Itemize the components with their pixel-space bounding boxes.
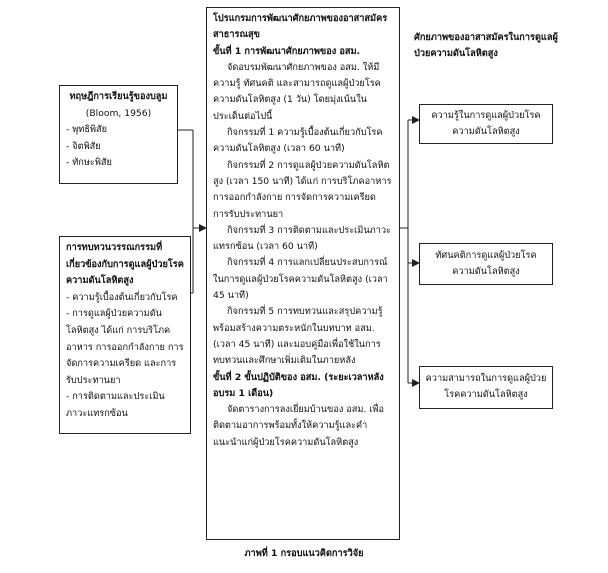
list-item: - การติดตามและประเมินภาวะแทรกซ้อน — [66, 391, 165, 419]
program-activity-5: กิจกรรมที่ 5 การทบทวนและสรุปความรู้พร้อมสร้างความตระหนักในบทบาท อสม. (เวลา 45 นาที) และมอบคู่มือเพื่อใช้ในการทบทวนและศึกษาเพิ่มเติมในภายหลัง — [213, 306, 383, 367]
theory-title: ทฤษฎีการเรียนรู้ของบลูม — [69, 91, 168, 102]
figure-caption — [0, 547, 608, 561]
program-activity-1: กิจกรรมที่ 1 ความรู้เบื้องต้นเกี่ยวกับโรคความดันโลหิตสูง (เวลา 60 นาที) — [213, 127, 383, 155]
literature-box — [59, 236, 191, 434]
outcome-box-ability — [419, 366, 553, 409]
list-item: - พุทธิพิสัย — [66, 124, 108, 136]
program-box — [206, 7, 400, 540]
list-item: - ทักษะพิสัย — [66, 157, 112, 169]
program-step2: ขั้นที่ 2 ขั้นปฏิบัติของ อสม. (ระยะเวลาหลังอบรม 1 เดือน) — [213, 371, 384, 399]
program-step2-text: จัดตารางการลงเยี่ยมบ้านของ อสม. เพื่อติดตามอาการพร้อมทั้งให้ความรู้และคำแนะนำแก่ผู้ป่วยโรคความดันโลหิตสูง — [213, 404, 385, 448]
theory-list — [66, 122, 171, 172]
theory-subtitle: (Bloom, 1956) — [85, 107, 152, 119]
program-activity-2: กิจกรรมที่ 2 การดูแลผู้ป่วยความดันโลหิตสูง (เวลา 150 นาที) ได้แก่ การบริโภคอาหาร การออกกำลังกาย การจัดการความเครียด การรับประทานยา — [213, 159, 392, 220]
program-intro: จัดอบรมพัฒนาศักยภาพของ อสม. ให้มีความรู้ ทัศนคติ และสามารถดูแลผู้ป่วยโรคความดันโลหิตสูง (1 วัน) โดยมุ่งเน้นในประเด็นต่อไปนี้ — [213, 61, 381, 122]
list-item: - จิตพิสัย — [66, 140, 101, 152]
outcome-label: ความสามารถในการดูแลผู้ป่วยโรคความดันโลหิตสูง — [425, 373, 547, 400]
list-item: - ความรู้เบื้องต้นเกี่ยวกับโรค — [66, 291, 178, 303]
outcome-box-knowledge — [419, 104, 553, 144]
literature-title: การทบทวนวรรณกรรมที่เกี่ยวข้องกับการดูแลผู้ป่วยโรคความดันโลหิตสูง — [66, 242, 184, 287]
caption-text: ภาพที่ 1 กรอบแนวคิดการวิจัย — [244, 548, 364, 559]
outcome-label: ความรู้ในการดูแลผู้ป่วยโรคความดันโลหิตสูง — [431, 110, 541, 137]
outcomes-header: ศักยภาพของอาสาสมัครในการดูแลผู้ป่วยความดันโลหิตสูง — [414, 32, 558, 59]
list-item: - การดูแลผู้ป่วยความดันโลหิตสูง ได้แก่ การบริโภคอาหาร การออกกำลังกาย การจัดการความเครียด และการรับประทานยา — [66, 308, 184, 386]
outcome-box-attitude — [419, 243, 553, 285]
outcome-label: ทัศนคติการดูแลผู้ป่วยโรคความดันโลหิตสูง — [435, 250, 537, 277]
program-activity-3: กิจกรรมที่ 3 การติดตามและประเมินภาวะแทรกซ้อน (เวลา 60 นาที) — [213, 224, 391, 253]
program-activity-4: กิจกรรมที่ 4 การแลกเปลี่ยนประสบการณ์ในการดูแลผู้ป่วยโรคความดันโลหิตสูง (เวลา 45 นาที) — [213, 257, 388, 302]
program-title: โปรแกรมการพัฒนาศักยภาพของอาสาสมัครสาธารณสุข — [213, 13, 388, 41]
program-step1: ขั้นที่ 1 การพัฒนาศักยภาพของ อสม. — [213, 45, 361, 57]
theory-box — [59, 85, 178, 184]
literature-list — [66, 290, 184, 423]
